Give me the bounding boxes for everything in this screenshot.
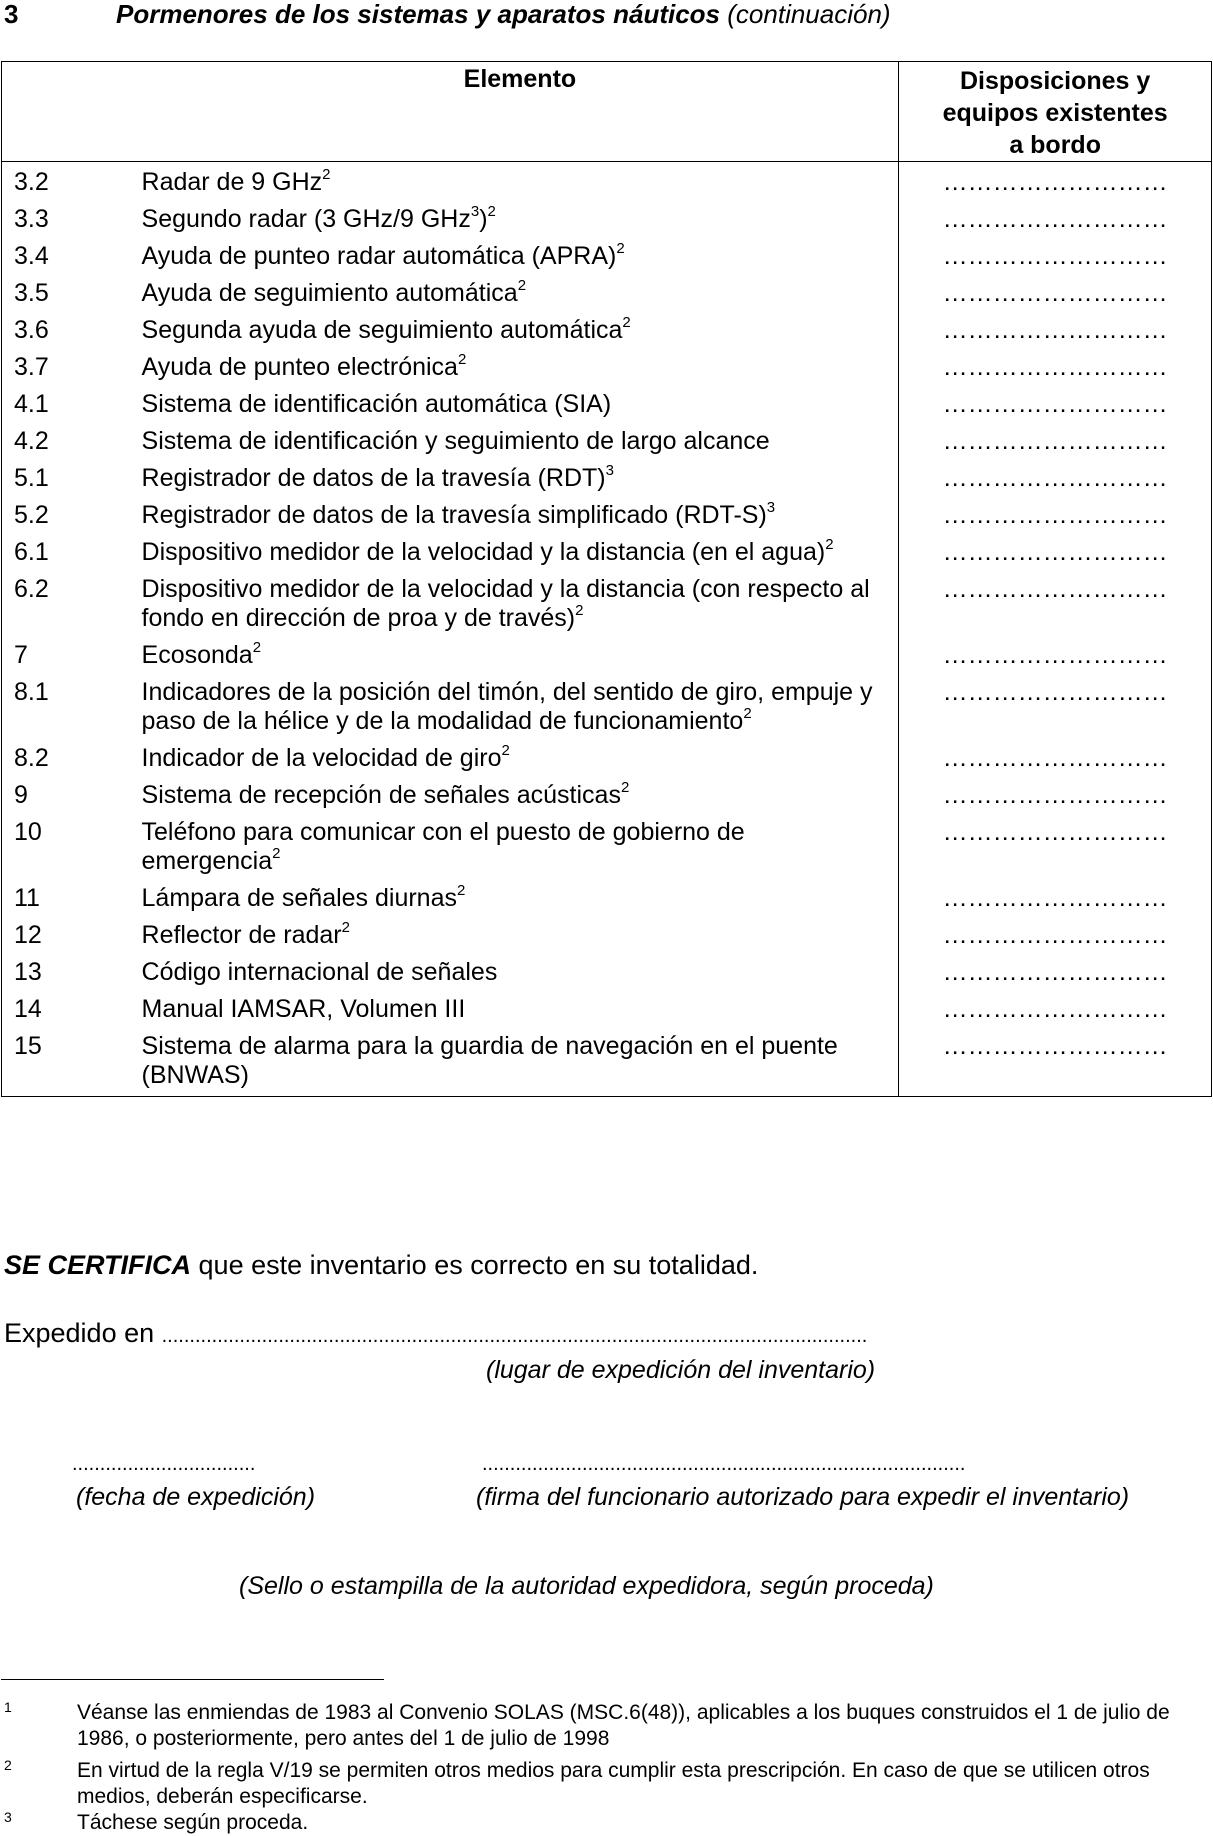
- table-row: [2, 201, 1212, 238]
- header-equipment-line-2: equipos existentes: [942, 99, 1168, 127]
- row-text: Ayuda de punteo radar automática (APRA): [141, 242, 617, 270]
- row-description: [142, 777, 899, 814]
- table-row: [2, 740, 1212, 777]
- footnote-ref: 2: [517, 277, 527, 294]
- row-number: 6.1: [2, 534, 142, 571]
- row-equipment-field: ………………………: [899, 991, 1212, 1028]
- table-row: [2, 423, 1212, 460]
- table-row: [2, 637, 1212, 674]
- row-equipment-field: ………………………: [899, 275, 1212, 312]
- row-text: Ayuda de punteo electrónica: [141, 353, 458, 381]
- table-row: [2, 349, 1212, 386]
- table-row: [2, 534, 1212, 571]
- table-row: [2, 275, 1212, 312]
- row-text: Sistema de identificación automática (SIA): [141, 390, 612, 418]
- footnote-ref: 2: [575, 602, 584, 619]
- row-description: [142, 349, 899, 386]
- row-equipment-field: ………………………: [899, 777, 1212, 814]
- row-number: 12: [2, 917, 142, 954]
- row-text: Ayuda de seguimiento automática: [141, 279, 518, 307]
- header-number-cell: [2, 62, 142, 162]
- table-row: [2, 312, 1212, 349]
- row-equipment-field: ………………………: [899, 497, 1212, 534]
- footnote-ref: 2: [487, 203, 496, 220]
- footnote-ref: 2: [457, 882, 466, 899]
- footnote-ref: 2: [622, 314, 631, 331]
- row-text: Registrador de datos de la travesía simplificado (RDT-S): [141, 501, 767, 529]
- row-description: [142, 954, 899, 991]
- table-row: [2, 1028, 1212, 1097]
- row-description: [142, 571, 899, 637]
- table-row: [2, 571, 1212, 637]
- footnote-ref: 2: [620, 779, 630, 796]
- table-row: [2, 497, 1212, 534]
- row-number: 7: [2, 637, 142, 674]
- row-text: Lámpara de señales diurnas: [141, 884, 457, 912]
- row-description: [142, 740, 899, 777]
- row-description: [142, 814, 899, 880]
- seal-caption: (Sello o estampilla de la autoridad expedidora, según proceda): [239, 1572, 934, 1600]
- row-number: 3.2: [2, 162, 142, 202]
- row-description: [142, 386, 899, 423]
- row-number: 11: [2, 880, 142, 917]
- row-number: 13: [2, 954, 142, 991]
- row-description: [142, 423, 899, 460]
- date-dots: .................................: [72, 1453, 256, 1475]
- row-number: 9: [2, 777, 142, 814]
- row-text: Segunda ayuda de seguimiento automática: [141, 316, 623, 344]
- table-row: [2, 238, 1212, 275]
- header-element-label: Elemento: [463, 65, 577, 93]
- row-description: [142, 275, 899, 312]
- footnote-mark: 2: [4, 1757, 12, 1773]
- equipment-table: [1, 61, 1212, 1097]
- row-text: Dispositivo medidor de la velocidad y la distancia (en el agua): [141, 538, 826, 566]
- row-number: 3.5: [2, 275, 142, 312]
- header-equipment: [899, 62, 1212, 162]
- row-text: Código internacional de señales: [141, 958, 498, 986]
- row-equipment-field: ………………………: [899, 814, 1212, 880]
- row-description: [142, 460, 899, 497]
- signature-caption: (firma del funcionario autorizado para expedir el inventario): [476, 1483, 1130, 1511]
- signature-dots: .......................................................................................: [482, 1453, 966, 1475]
- row-equipment-field: ………………………: [899, 312, 1212, 349]
- footnote-mark: 1: [4, 1699, 12, 1715]
- table-row: [2, 674, 1212, 740]
- date-caption: (fecha de expedición): [76, 1483, 316, 1511]
- table-body: [2, 162, 1212, 1097]
- row-equipment-field: ………………………: [899, 386, 1212, 423]
- certification-lead: SE CERTIFICA: [4, 1250, 192, 1280]
- row-equipment-field: ………………………: [899, 534, 1212, 571]
- row-equipment-field: ………………………: [899, 880, 1212, 917]
- footnote-ref: 3: [605, 462, 614, 479]
- row-text: Ecosonda: [141, 641, 253, 669]
- row-equipment-field: ………………………: [899, 740, 1212, 777]
- footnote-ref: 3: [766, 499, 776, 516]
- row-number: 5.2: [2, 497, 142, 534]
- row-number: 15: [2, 1028, 142, 1097]
- footnote-2: [0, 1758, 1213, 1810]
- row-equipment-field: ………………………: [899, 674, 1212, 740]
- row-text: Segundo radar (3 GHz/9 GHz: [141, 205, 471, 233]
- row-description: [142, 637, 899, 674]
- row-equipment-field: ………………………: [899, 423, 1212, 460]
- footnote-ref: 2: [322, 166, 331, 183]
- footnote-1: [0, 1700, 1213, 1752]
- row-number: 4.2: [2, 423, 142, 460]
- row-number: 10: [2, 814, 142, 880]
- issued-at-dots: ...............................................................................................................................: [161, 1325, 868, 1347]
- row-equipment-field: ………………………: [899, 954, 1212, 991]
- row-description: [142, 201, 899, 238]
- header-equipment-line-1: Disposiciones y: [959, 67, 1151, 95]
- header-element: [142, 62, 899, 162]
- row-number: 5.1: [2, 460, 142, 497]
- footnote-text: Táchese según proceda.: [77, 1811, 309, 1834]
- row-text: Registrador de datos de la travesía (RDT): [141, 464, 606, 492]
- row-equipment-field: ………………………: [899, 349, 1212, 386]
- row-text: Indicador de la velocidad de giro: [141, 744, 502, 772]
- table-row: [2, 954, 1212, 991]
- row-description: [142, 880, 899, 917]
- footnote-separator: [1, 1679, 384, 1680]
- footnote-ref: 2: [252, 639, 262, 656]
- table-row: [2, 814, 1212, 880]
- row-description: [142, 991, 899, 1028]
- section-continuation: (continuación): [727, 0, 891, 29]
- footnote-3: [0, 1810, 1213, 1836]
- row-description: [142, 238, 899, 275]
- row-number: 6.2: [2, 571, 142, 637]
- certification-statement: [4, 1250, 758, 1281]
- row-equipment-field: ………………………: [899, 201, 1212, 238]
- row-text: Manual IAMSAR, Volumen III: [141, 995, 466, 1023]
- table-row: [2, 460, 1212, 497]
- footnote-ref: 2: [825, 536, 834, 553]
- table-header-row: [2, 62, 1212, 162]
- footnote-ref: 2: [341, 919, 350, 936]
- row-text: Sistema de alarma para la guardia de navegación en el puente (BNWAS): [141, 1032, 838, 1089]
- row-text-after: ): [479, 205, 488, 233]
- row-number: 3.6: [2, 312, 142, 349]
- row-description: [142, 534, 899, 571]
- table-row: [2, 777, 1212, 814]
- row-text: Reflector de radar: [141, 921, 342, 949]
- row-description: [142, 497, 899, 534]
- place-caption: (lugar de expedición del inventario): [486, 1356, 876, 1384]
- issued-at-label: Expedido en: [4, 1318, 162, 1348]
- section-title: Pormenores de los sistemas y aparatos náuticos: [116, 0, 721, 29]
- row-number: 3.7: [2, 349, 142, 386]
- footnote-text: Véanse las enmiendas de 1983 al Convenio SOLAS (MSC.6(48)), aplicables a los buques construidos el 1 de julio de 1986, o posteriormente, pero antes del 1 de julio de 1998: [77, 1701, 1170, 1750]
- table-row: [2, 880, 1212, 917]
- row-text: Teléfono para comunicar con el puesto de gobierno de emergencia: [141, 818, 745, 875]
- row-equipment-field: ………………………: [899, 460, 1212, 497]
- row-number: 3.3: [2, 201, 142, 238]
- row-number: 8.1: [2, 674, 142, 740]
- row-description: [142, 674, 899, 740]
- table-row: [2, 917, 1212, 954]
- footnote-ref: 3: [470, 203, 480, 220]
- footnote-ref: 2: [616, 240, 625, 257]
- footnote-ref: 2: [457, 351, 467, 368]
- row-number: 14: [2, 991, 142, 1028]
- row-description: [142, 162, 899, 202]
- row-equipment-field: ………………………: [899, 238, 1212, 275]
- row-equipment-field: ………………………: [899, 162, 1212, 202]
- row-text: Sistema de identificación y seguimiento de largo alcance: [141, 427, 770, 455]
- footnote-ref: 2: [743, 705, 752, 722]
- table-row: [2, 991, 1212, 1028]
- row-text: Indicadores de la posición del timón, del sentido de giro, empuje y paso de la hélice y de la modalidad de funcionamiento: [141, 678, 873, 735]
- row-equipment-field: ………………………: [899, 637, 1212, 674]
- row-equipment-field: ………………………: [899, 1028, 1212, 1097]
- footnote-ref: 2: [272, 845, 281, 862]
- issued-at-line: [4, 1318, 867, 1349]
- row-equipment-field: ………………………: [899, 917, 1212, 954]
- row-description: [142, 312, 899, 349]
- row-text: Sistema de recepción de señales acústicas: [141, 781, 621, 809]
- footnote-mark: 3: [4, 1809, 12, 1825]
- row-text: Dispositivo medidor de la velocidad y la distancia (con respecto al fondo en dirección de proa y de través): [141, 575, 870, 632]
- section-heading: [4, 0, 891, 28]
- row-text: Radar de 9 GHz: [141, 168, 323, 196]
- table-row: [2, 386, 1212, 423]
- row-equipment-field: ………………………: [899, 571, 1212, 637]
- header-equipment-line-3: a bordo: [1009, 131, 1101, 159]
- footnote-ref: 2: [501, 742, 510, 759]
- certification-text: que este inventario es correcto en su totalidad.: [191, 1250, 759, 1280]
- row-number: 8.2: [2, 740, 142, 777]
- row-description: [142, 1028, 899, 1097]
- footnote-text: En virtud de la regla V/19 se permiten otros medios para cumplir esta prescripción. En caso de que se utilicen otros medios, deberán especificarse.: [77, 1759, 1150, 1808]
- section-number: 3: [4, 0, 19, 29]
- row-number: 3.4: [2, 238, 142, 275]
- table-row: [2, 162, 1212, 202]
- row-number: 4.1: [2, 386, 142, 423]
- row-description: [142, 917, 899, 954]
